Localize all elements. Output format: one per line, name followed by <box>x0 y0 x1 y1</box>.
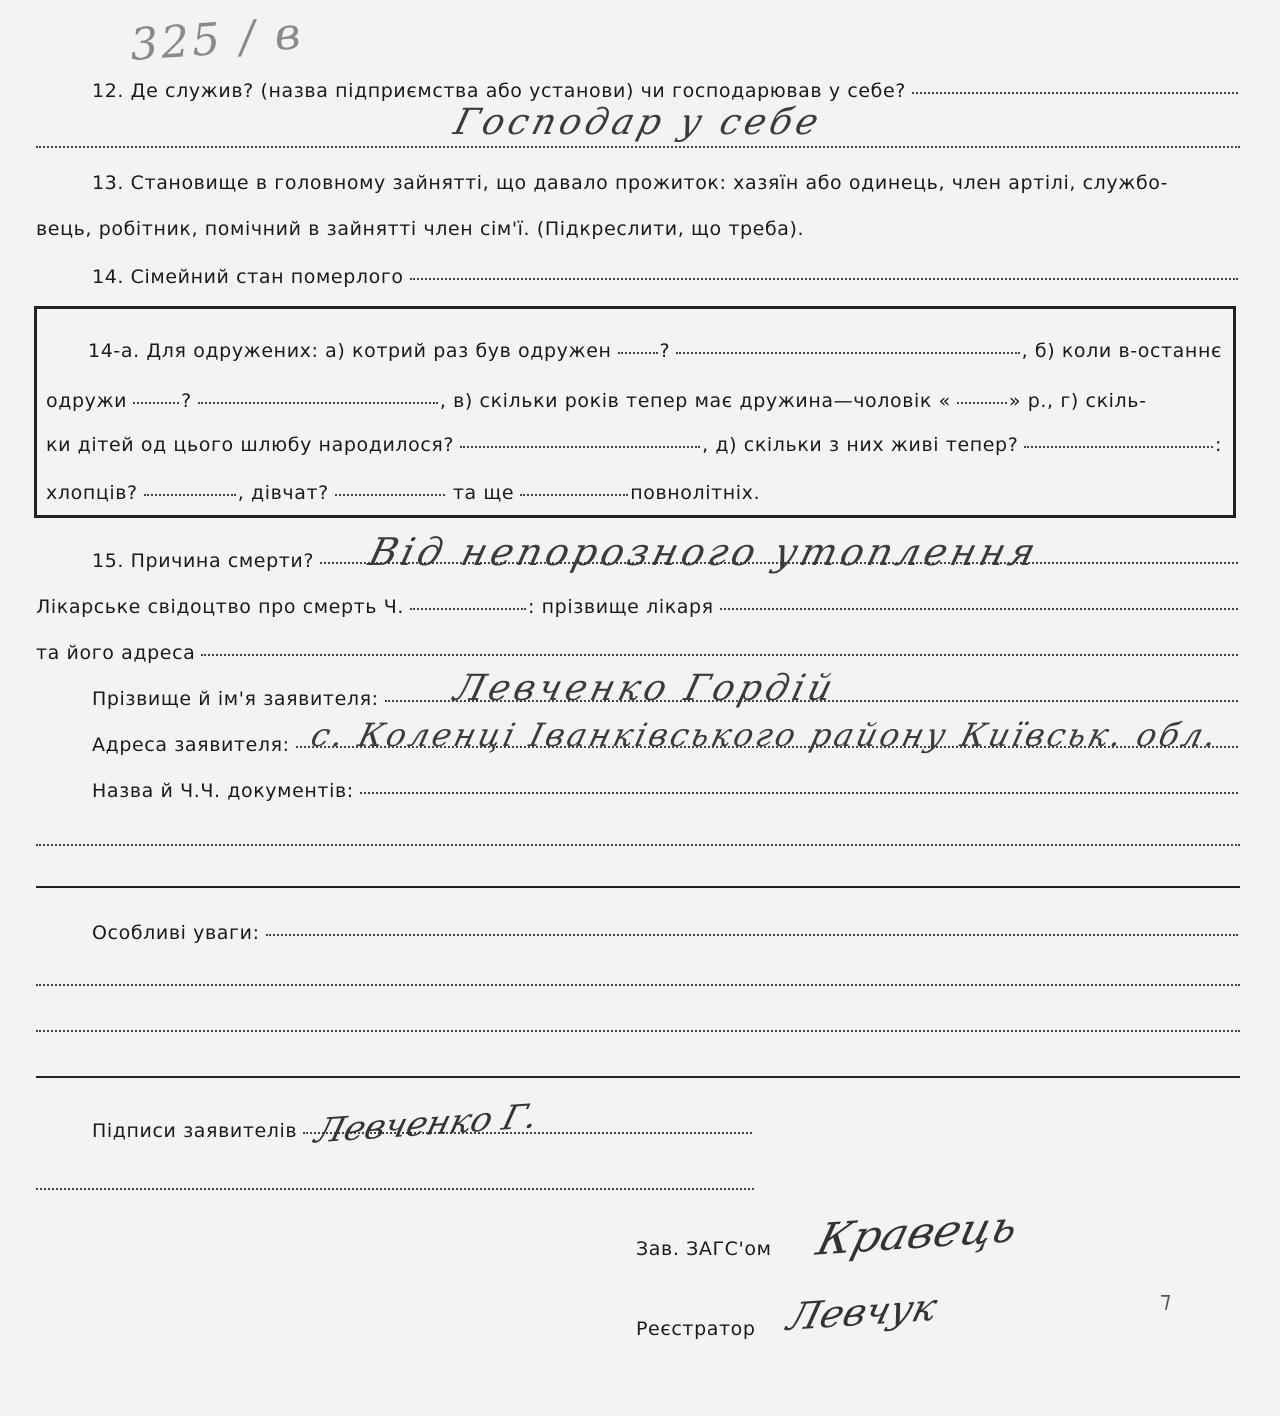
applicant-name-label: Прізвище й ім'я заявителя: <box>92 688 379 710</box>
q15-answer: Від непорозного утоплення <box>364 530 1044 574</box>
q14-label: 14. Сімейний стан померлого <box>92 266 404 288</box>
q14-row <box>92 266 1240 288</box>
applicant-address-answer: с. Коленці Іванківського району Київськ. обл. <box>307 716 1224 754</box>
q14a-colon: : <box>1214 434 1222 456</box>
medical-row <box>36 596 1240 618</box>
q14a-field-times[interactable] <box>618 352 658 354</box>
remarks-line-3[interactable] <box>36 1030 1240 1032</box>
q13-row-1 <box>92 172 1168 194</box>
q13-row-2 <box>36 218 804 240</box>
q12-answer-line[interactable] <box>36 146 1240 148</box>
remarks-row <box>92 922 1240 944</box>
q14a-field-alive[interactable] <box>1024 446 1213 448</box>
q14a-text-married: одружи <box>46 390 128 412</box>
q14a-text-children: » р., г) скіль- <box>1008 390 1147 412</box>
registrar-signature: Левчук <box>782 1285 942 1339</box>
remarks-line-2[interactable] <box>36 984 1240 986</box>
q14a-text-a: 14-а. Для одружених: а) котрий раз був одружен <box>88 340 612 362</box>
remarks-label: Особливі уваги: <box>92 922 260 944</box>
q14-dotted-field[interactable] <box>410 278 1238 280</box>
q14a-text-spouse-age: , в) скільки років тепер має дружина—чоловік « <box>439 390 951 412</box>
applicant-name-answer: Левченко Гордій <box>449 668 841 709</box>
q12-row <box>92 80 1240 102</box>
q15-label: 15. Причина смерти? <box>92 550 315 572</box>
q14a-text-adults: повнолітніх. <box>630 482 761 504</box>
medical-address-row <box>36 642 1240 664</box>
q14a-row-3 <box>46 434 1222 456</box>
applicant-docs-row <box>92 780 1240 802</box>
remarks-field[interactable] <box>266 934 1238 936</box>
q14a-text-girls: , дівчат? <box>237 482 329 504</box>
q13-line-2: вець, робітник, помічний в зайнятті член сім'ї. (Підкреслити, що треба). <box>36 218 805 240</box>
q14a-field-times-2[interactable] <box>676 352 1019 354</box>
head-signature-label: Зав. ЗАГС'ом <box>636 1238 772 1260</box>
applicant-signature-label: Підписи заявителів <box>92 1120 298 1142</box>
q14a-text-more: та ще <box>452 482 515 504</box>
q14a-field-when[interactable] <box>133 402 179 404</box>
q13-line-1: 13. Становище в головному зайнятті, що давало прожиток: хазяїн або одинець, член артілі, службо- <box>92 172 1168 194</box>
applicant-signature-line-2[interactable] <box>36 1188 754 1190</box>
q14a-row-4 <box>46 482 760 504</box>
q14a-row-1 <box>88 340 1222 362</box>
section-divider-1 <box>36 886 1240 888</box>
q14a-field-boys[interactable] <box>144 494 236 496</box>
applicant-docs-field[interactable] <box>360 792 1238 794</box>
q12-label: 12. Де служив? (назва підприємства або установи) чи господарював у себе? <box>92 80 906 102</box>
q14a-text-born: ки дітей од цього шлюбу народилося? <box>46 434 455 456</box>
medical-label: Лікарське свідоцтво про смерть Ч. <box>36 596 404 618</box>
applicant-docs-label: Назва й Ч.Ч. документів: <box>92 780 354 802</box>
q14a-row-2 <box>46 390 1222 412</box>
q14a-field-when-2[interactable] <box>198 402 438 404</box>
q14a-field-adults[interactable] <box>520 494 628 496</box>
medical-doctor-label: : прізвище лікаря <box>528 596 714 618</box>
section-divider-2 <box>36 1076 1240 1078</box>
q12-dotted-field[interactable] <box>912 92 1238 94</box>
registrar-signature-label: Реєстратор <box>636 1318 756 1340</box>
medical-address-label: та його адреса <box>36 642 196 664</box>
medical-doctor-field[interactable] <box>720 608 1238 610</box>
q14a-q-mark-2: ? <box>181 390 192 412</box>
q14a-field-girls[interactable] <box>335 494 445 496</box>
medical-address-field[interactable] <box>201 654 1238 656</box>
docs-line-2[interactable] <box>36 844 1240 846</box>
head-signature: Кравець <box>811 1201 1024 1266</box>
ink-mark: ⁊ <box>1160 1288 1171 1313</box>
applicant-signature: Левченко Г. <box>310 1096 543 1152</box>
q14a-field-spouse-age[interactable] <box>957 402 1007 404</box>
q14a-field-born[interactable] <box>460 446 700 448</box>
q12-answer: Господар у себе <box>449 102 827 143</box>
medical-number-field[interactable] <box>410 608 526 610</box>
q14a-q-mark: ? <box>659 340 671 362</box>
applicant-address-label: Адреса заявителя: <box>92 734 290 756</box>
q14a-text-boys: хлопців? <box>46 482 138 504</box>
q14a-text-alive: , д) скільки з них живі тепер? <box>702 434 1019 456</box>
archive-number: 325 / в <box>128 8 305 71</box>
q14a-text-b: , б) коли в-останнє <box>1021 340 1222 362</box>
